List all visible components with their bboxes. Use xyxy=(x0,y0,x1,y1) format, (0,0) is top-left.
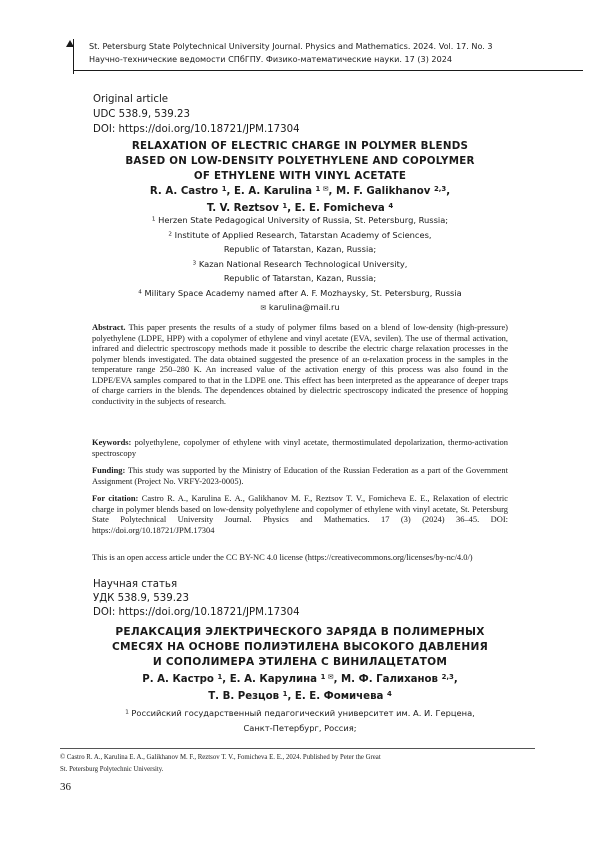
author-sup: 1 xyxy=(282,201,288,210)
authors-line: Р. А. Кастро $^1$, Е. А. Карулина $^{1 ✉}$, М. Ф. Галиханов $^{2,3}$, xyxy=(142,672,458,685)
doi-ru[interactable]: DOI: https://doi.org/10.18721/JPM.17304 xyxy=(93,607,300,618)
abstract-block xyxy=(92,322,508,406)
keywords-block xyxy=(92,437,508,458)
title-line: И СОПОЛИМЕРА ЭТИЛЕНА С ВИНИЛАЦЕТАТОМ xyxy=(152,656,448,668)
author-name: R. A. Castro xyxy=(149,186,219,197)
title-line: РЕЛАКСАЦИЯ ЭЛЕКТРИЧЕСКОГО ЗАРЯДА В ПОЛИМЕРНЫХ xyxy=(115,626,485,638)
funding-block xyxy=(92,465,508,486)
author-sup: 1 xyxy=(282,689,288,698)
article-type-en: Original article xyxy=(93,94,169,105)
title-line: СМЕСЯХ НА ОСНОВЕ ПОЛИЭТИЛЕНА ВЫСОКОГО ДАВЛЕНИЯ xyxy=(111,641,488,653)
affiliation-line: Republic of Tatarstan, Kazan, Russia; xyxy=(223,244,377,254)
email-link[interactable]: karulina@mail.ru xyxy=(268,302,340,312)
keywords-text: polyethylene, copolymer of ethylene with vinyl acetate, thermostimulated depolarization, thermo-activation spectroscopy xyxy=(92,437,508,458)
article-title-en xyxy=(60,139,540,184)
email-line xyxy=(60,300,540,316)
affiliations-en xyxy=(60,213,540,316)
funding-text: This study was supported by the Ministry of Education of the Russian Federation as a part of the Government Assignment (Project No. VRFY-2023-0005). xyxy=(92,465,508,486)
page-number: 36 xyxy=(60,781,71,793)
abstract-label: Abstract. xyxy=(92,322,126,332)
mail-icon: ✉ xyxy=(260,303,267,312)
author-sup: 1 xyxy=(217,672,223,681)
affiliation-line: $^2$ Institute of Applied Research, Tatarstan Academy of Sciences, xyxy=(168,229,432,240)
article-type-ru: Научная статья xyxy=(93,579,178,590)
author-sup: 1 ✉ xyxy=(320,672,334,681)
udc-ru: УДК 538.9, 539.23 xyxy=(93,593,189,604)
author-name: Т. В. Резцов xyxy=(208,691,280,702)
author-name: T. V. Reztsov xyxy=(206,203,279,214)
authors-line: T. V. Reztsov $^1$, E. E. Fomicheva $^4$ xyxy=(206,201,394,214)
article-title-ru xyxy=(60,625,540,670)
abstract-text: This paper presents the results of a study of polymer films based on a blend of low-density (high-pressure) polyethylene (LDPE, HPP) with a copolymer of ethylene and vinyl acetate (EVA, sevilen). The use of thermal activation, infrared and dielectric spectroscopy methods made it possible to describe the electric charge relaxation processes in the polymer blends investigated. The data obtained suggested the presence of an α-relaxation process in the samples in the temperature range 250–280 K. An increased value of the activation energy of this process was also found in the LDPE/EVA samples compared to that in the LDPE one. This effect has been interpreted as the appearance of deeper traps of charge carriers in the blends. The dependences obtained by dielectric spectroscopy indicated the presence of hopping conductivity in the subjects of research. xyxy=(92,322,508,406)
title-line: OF ETHYLENE WITH VINYL ACETATE xyxy=(193,170,407,182)
header-vertical-rule xyxy=(73,39,74,74)
footnote-line: © Castro R. A., Karulina E. A., Galikhanov M. F., Reztsov T. V., Fomicheva E. E., 2024. Published by Peter the Great xyxy=(60,754,381,761)
affiliation-line: $^1$ Российский государственный педагогический университет им. А. И. Герцена, xyxy=(125,708,475,718)
author-sup: 4 xyxy=(388,201,394,210)
title-line: BASED ON LOW-DENSITY POLYETHYLENE AND COPOLYMER xyxy=(125,155,475,167)
authors-line: Т. В. Резцов $^1$, Е. Е. Фомичева $^4$ xyxy=(208,689,392,702)
author-name: Р. А. Кастро xyxy=(142,674,214,685)
author-sup: 4 xyxy=(386,689,392,698)
author-name: Е. Е. Фомичева xyxy=(294,691,384,702)
author-sup: 2,3 xyxy=(441,672,454,681)
journal-header-ru: Научно-технические ведомости СПбГПУ. Физико-математические науки. 17 (3) 2024 xyxy=(89,54,453,64)
footnote-line: St. Petersburg Polytechnic University. xyxy=(60,766,164,773)
citation-block xyxy=(92,493,508,535)
author-list-en xyxy=(60,183,540,217)
abstract-paragraph xyxy=(92,322,508,406)
copyright-footnote xyxy=(60,752,535,776)
authors-line: R. A. Castro $^1$, E. A. Karulina $^{1 ✉}$, M. F. Galikhanov $^{2,3}$, xyxy=(149,184,451,197)
affiliations-ru xyxy=(60,706,540,735)
keywords-label: Keywords: xyxy=(92,437,132,447)
author-name: Е. А. Карулина xyxy=(229,674,318,685)
doi-en[interactable]: DOI: https://doi.org/10.18721/JPM.17304 xyxy=(93,124,300,135)
affiliation-line: Republic of Tatarstan, Kazan, Russia; xyxy=(223,273,377,283)
title-line: RELAXATION OF ELECTRIC CHARGE IN POLYMER BLENDS xyxy=(131,140,469,152)
author-name: M. F. Galikhanov xyxy=(335,186,431,197)
author-name: E. E. Fomicheva xyxy=(294,203,385,214)
license-text: This is an open access article under the CC BY-NC 4.0 license (https://creativecommons.org/licenses/by-nc/4.0/) xyxy=(92,552,473,562)
author-sup: 1 ✉ xyxy=(315,184,329,193)
udc-en: UDC 538.9, 539.23 xyxy=(93,109,190,120)
header-horizontal-rule xyxy=(73,70,583,71)
license-block xyxy=(92,552,508,563)
author-sup: 2,3 xyxy=(433,184,447,193)
author-sup: 1 xyxy=(221,184,227,193)
funding-label: Funding: xyxy=(92,465,126,475)
citation-label: For citation: xyxy=(92,493,139,503)
affiliation-line: $^3$ Kazan National Research Technological University, xyxy=(192,258,408,269)
affiliation-line: $^1$ Herzen State Pedagogical University of Russia, St. Petersburg, Russia; xyxy=(151,215,449,225)
author-name: E. A. Karulina xyxy=(233,186,312,197)
citation-text: Castro R. A., Karulina E. A., Galikhanov M. F., Reztsov T. V., Fomicheva E. E., Relaxation of electric charge in polymer blends based on low-density polyethylene and copolymer of ethylene with vinyl acetate, St. Petersburg State Polytechnical University Journal. Physics and Mathematics. 17 (3) (2024) 36–45. DOI: https://doi.org/10.18721/JPM.17304 xyxy=(92,493,508,535)
author-name: М. Ф. Галиханов xyxy=(341,674,439,685)
author-list-ru xyxy=(60,671,540,705)
affiliation-line: $^4$ Military Space Academy named after A. F. Mozhaysky, St. Petersburg, Russia xyxy=(138,287,462,298)
affiliation-line: Санкт-Петербург, Россия; xyxy=(243,722,357,733)
journal-header-en: St. Petersburg State Polytechnical University Journal. Physics and Mathematics. 2024. Vol. 17. No. 3 xyxy=(89,41,493,51)
footnote-rule xyxy=(60,748,535,749)
